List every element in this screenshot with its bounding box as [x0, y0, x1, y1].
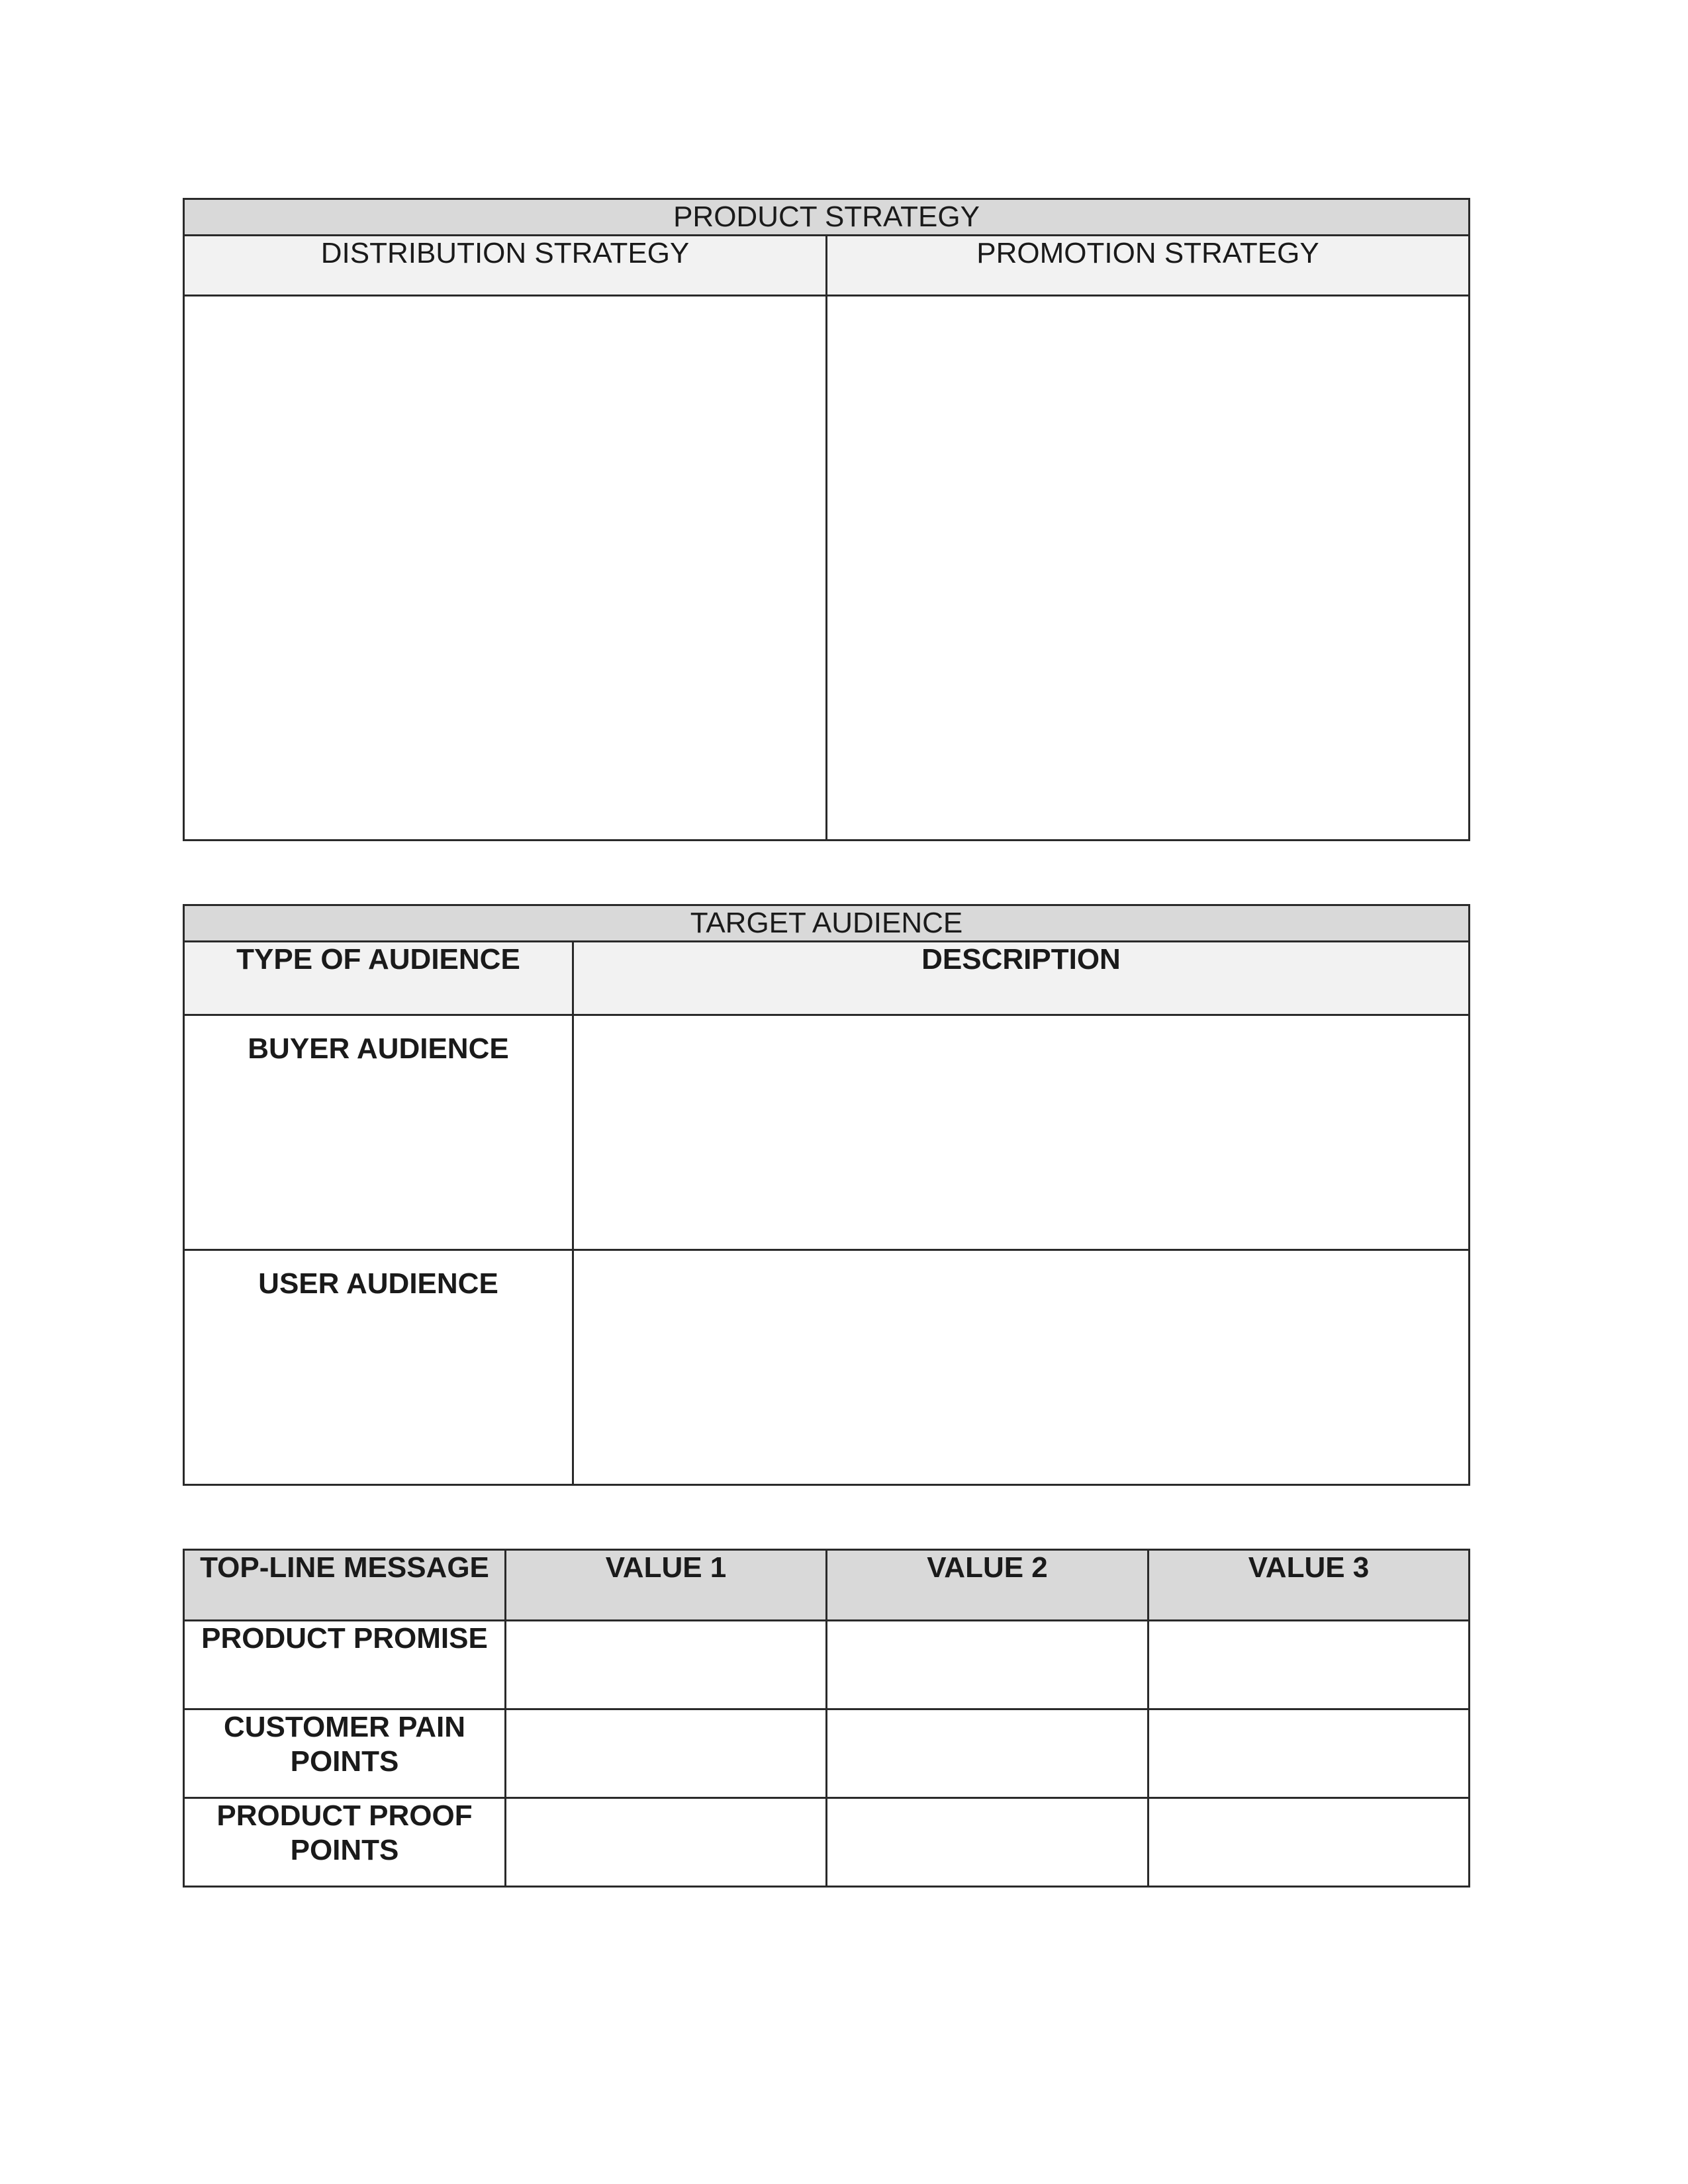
messaging-table: [183, 1549, 1470, 1888]
product-strategy-table: [183, 198, 1470, 841]
value-3-header: VALUE 3: [1149, 1550, 1470, 1621]
type-of-audience-header: TYPE OF AUDIENCE: [184, 942, 573, 1015]
product-promise-value-2-field[interactable]: [827, 1621, 1149, 1709]
customer-pain-points-value-3-field[interactable]: [1149, 1709, 1470, 1798]
value-2-header: VALUE 2: [827, 1550, 1149, 1621]
product-promise-label: PRODUCT PROMISE: [184, 1621, 506, 1709]
distribution-strategy-header: DISTRIBUTION STRATEGY: [184, 236, 827, 296]
user-audience-label: USER AUDIENCE: [184, 1250, 573, 1485]
product-proof-points-label: PRODUCT PROOF POINTS: [184, 1798, 506, 1887]
product-proof-points-value-3-field[interactable]: [1149, 1798, 1470, 1887]
buyer-audience-description-field[interactable]: [573, 1015, 1470, 1250]
product-promise-value-3-field[interactable]: [1149, 1621, 1470, 1709]
target-audience-table: [183, 904, 1470, 1486]
product-strategy-title: PRODUCT STRATEGY: [184, 199, 1470, 236]
value-1-header: VALUE 1: [506, 1550, 827, 1621]
promotion-strategy-field[interactable]: [827, 296, 1470, 841]
target-audience-title: TARGET AUDIENCE: [184, 905, 1470, 942]
buyer-audience-label: BUYER AUDIENCE: [184, 1015, 573, 1250]
product-proof-points-value-2-field[interactable]: [827, 1798, 1149, 1887]
customer-pain-points-value-1-field[interactable]: [506, 1709, 827, 1798]
customer-pain-points-value-2-field[interactable]: [827, 1709, 1149, 1798]
top-line-message-header: TOP-LINE MESSAGE: [184, 1550, 506, 1621]
user-audience-description-field[interactable]: [573, 1250, 1470, 1485]
promotion-strategy-header: PROMOTION STRATEGY: [827, 236, 1470, 296]
description-header: DESCRIPTION: [573, 942, 1470, 1015]
product-promise-value-1-field[interactable]: [506, 1621, 827, 1709]
distribution-strategy-field[interactable]: [184, 296, 827, 841]
customer-pain-points-label: CUSTOMER PAIN POINTS: [184, 1709, 506, 1798]
product-proof-points-value-1-field[interactable]: [506, 1798, 827, 1887]
